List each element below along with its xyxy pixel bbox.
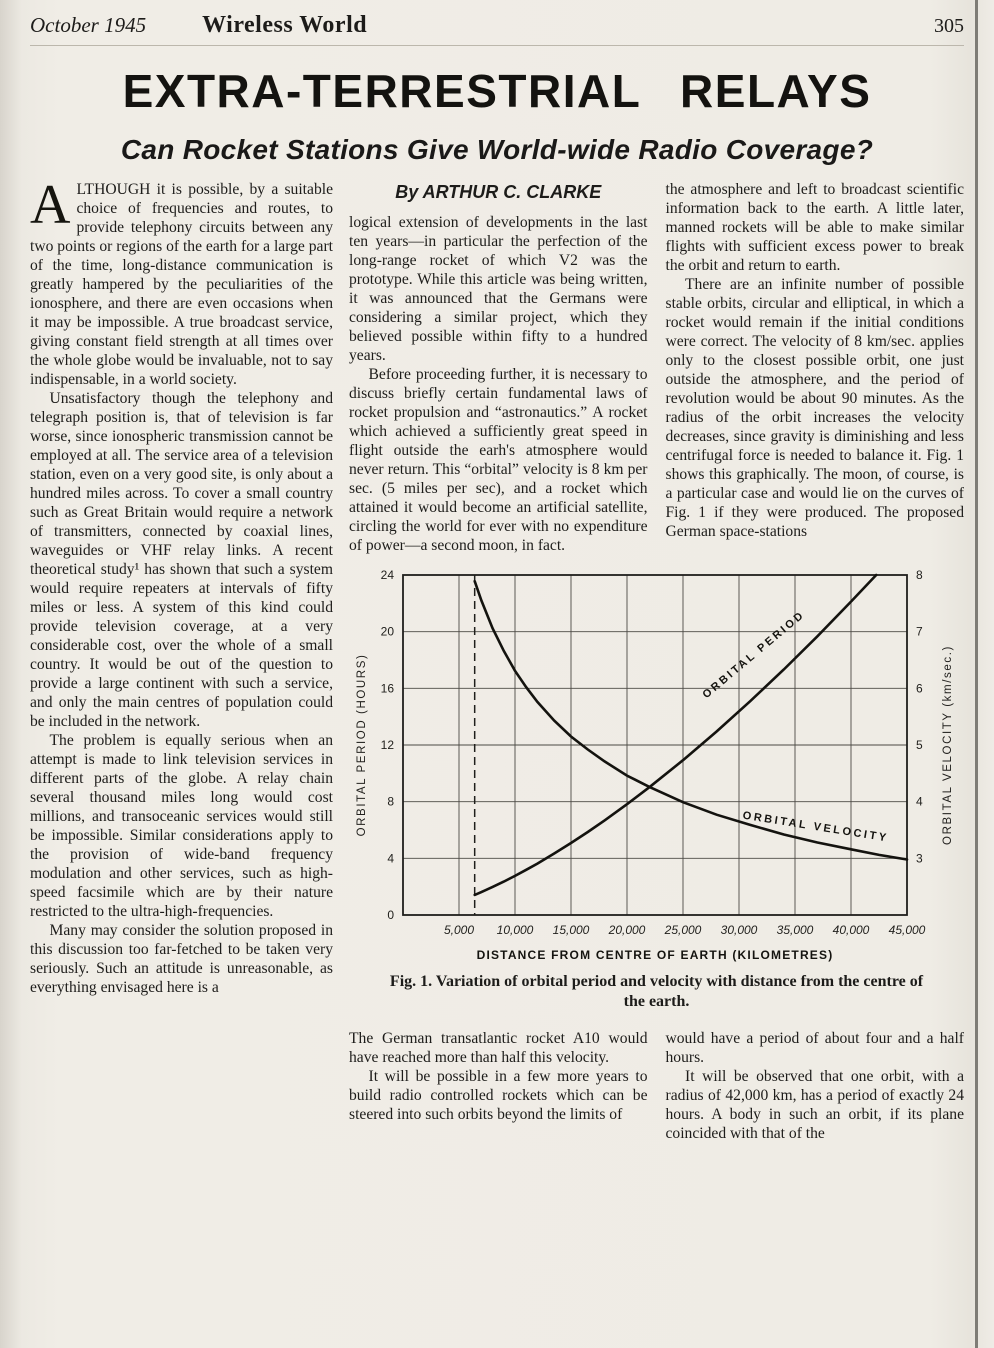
y-axis-left-title: ORBITAL PERIOD (HOURS): [355, 653, 368, 837]
y-left-tick-label: 24: [380, 568, 394, 582]
x-tick-label: 40,000: [832, 923, 869, 937]
article-title: EXTRA-TERRESTRIAL RELAYS: [122, 65, 872, 117]
x-tick-label: 25,000: [664, 923, 701, 937]
column-middle-top: [349, 180, 648, 555]
y-left-tick-label: 8: [386, 794, 394, 809]
x-tick-label: 10,000: [496, 923, 533, 937]
issue-date: October 1945: [30, 13, 147, 37]
y-left-tick-label: 16: [380, 681, 394, 696]
curve-label-orbital-velocity: ORBITAL VELOCITY: [741, 809, 889, 845]
article-subtitle: Can Rocket Stations Give World-wide Radio Coverage?: [120, 134, 874, 165]
magazine-title: Wireless World: [202, 12, 368, 38]
y-right-tick-label: 8: [915, 568, 923, 582]
lower-text-block: [349, 1029, 964, 1143]
columns-middle-right: [349, 180, 964, 1143]
paragraph: It will be possible in a few more years to build radio controlled rockets which can be steered into such orbits beyond the limits of: [349, 1067, 648, 1123]
masthead-rule: [30, 45, 964, 46]
y-left-tick-label: 12: [380, 738, 394, 752]
paragraph: The problem is equally serious when an attempt is made to link television services in different parts of the globe. A relay chain several thousand miles long would cost millions, and transoceanic services would still be impossible. Similar considerations apply to the provision of wide-band frequency modulation and other services, such as high-speed facsimile which are by their nature restricted to the ultra-high-frequencies.: [30, 732, 333, 920]
lead-paragraph-text: LTHOUGH it is possible, by a suitable choice of frequencies and routes, to provide telephony circuits between any two points or regions of the earth for a large part of the time, long-distance communication is greatly hampered by the peculiarities of the ionosphere, and there are even occasions when it may be impossible. A true broadcast service, giving constant field strength at all times over the whole globe would be invaluable, not to say indispensable, in a world society.: [30, 181, 333, 388]
paragraph: It will be observed that one orbit, with a radius of 42,000 km, has a period of exactly 24 hours. A body in such an orbit, if its plane coincided with that of the: [665, 1067, 964, 1142]
y-right-tick-label: 5: [915, 738, 923, 752]
y-left-tick-label: 0: [386, 908, 394, 922]
paragraph: the atmosphere and left to broadcast scientific information back to the earth. A little later, manned rockets will be able to make similar flights with sufficient excess power to break the orbit and return to earth.: [665, 181, 964, 274]
paragraph: The German transatlantic rocket A10 would have reached more than half this velocity.: [349, 1029, 648, 1066]
upper-text-block: [349, 180, 964, 555]
figure-caption: Fig. 1. Variation of orbital period and velocity with distance from the centre of the earth.: [389, 973, 924, 1011]
curve-orbital-period: [474, 575, 876, 895]
y-left-tick-label: 4: [386, 851, 394, 866]
masthead: [30, 12, 964, 39]
y-right-tick-label: 7: [915, 624, 923, 639]
x-tick-label: 30,000: [720, 923, 757, 937]
page-number: 305: [934, 15, 964, 37]
x-tick-label: 35,000: [776, 923, 813, 937]
x-axis-title: DISTANCE FROM CENTRE OF EARTH (KILOMETRES): [476, 948, 833, 962]
drop-cap: A: [30, 174, 71, 236]
paragraph: There are an infinite number of possible stable orbits, circular and elliptical, in which a rocket would remain if the initial conditions were correct. The velocity of 8 km/sec. applies only to the closest possible orbit, one just outside the atmosphere, and the period of revolution would be about 90 minutes. As the radius of the orbit increases the velocity decreases, since gravity is diminishing and less centrifugal force is needed to balance it. Fig. 1 shows this graphically. The moon, of course, is a particular case and would lie on the curves of Fig. 1 if they were produced. The proposed German space-stations: [665, 276, 964, 540]
column-right-bottom: [666, 1029, 965, 1143]
paragraph: would have a period of about four and a half hours.: [665, 1029, 964, 1066]
orbital-period-velocity-chart: [351, 563, 963, 965]
y-left-tick-label: 20: [380, 624, 394, 639]
column-right-top: [666, 180, 965, 555]
figure-1: [349, 563, 964, 1023]
paragraph: Before proceeding further, it is necessary to discuss briefly certain fundamental laws of rocket propulsion and “astronautics.” A rocket which achieved a sufficiently great speed in flight outside the earh's atmosphere would never return. This “orbital” velocity is 8 km per sec. (5 miles per sec), and a rocket which attained it would become an artificial satellite, circling the world for ever with no expenditure of power—a second moon, in fact.: [349, 366, 648, 554]
y-right-tick-label: 6: [915, 681, 923, 696]
paragraph: Unsatisfactory though the telephony and telegraph position is, that of television is far worse, since ionospheric transmission cannot be employed at all. The service area of a television station, even on a very good site, is only about a hundred miles across. To cover a small country such as Great Britain would require a network of transmitters, connected by coaxial lines, waveguides or VHF relay links. A recent theoretical study¹ has shown that such a system would require repeaters at intervals of fifty miles or less. A system of this kind could provide television coverage, at a very considerable cost, over the whole of a small country. It would be out of the question to provide a large continent with such a service, and only the main centres of population could be included in the network.: [30, 390, 333, 730]
y-axis-right-title: ORBITAL VELOCITY (km/sec.): [941, 645, 954, 845]
x-tick-label: 5,000: [443, 923, 474, 937]
byline: By ARTHUR C. CLARKE: [395, 182, 602, 202]
curve-orbital-velocity: [474, 581, 906, 859]
x-tick-label: 45,000: [888, 923, 925, 937]
article-body: [30, 174, 964, 1143]
column-middle-bottom: [349, 1029, 648, 1143]
y-right-tick-label: 4: [915, 794, 923, 809]
x-tick-label: 20,000: [608, 923, 645, 937]
y-right-tick-label: 3: [915, 851, 923, 866]
paragraph: Many may consider the solution proposed in this discussion too far-fetched to be taken very seriously. Such an attitude is unreasonable, as everything envisaged here is a: [30, 922, 333, 996]
x-tick-label: 15,000: [552, 923, 589, 937]
lead-paragraph: [30, 174, 333, 389]
curve-label-orbital-period: ORBITAL PERIOD: [699, 608, 807, 702]
paragraph: logical extension of developments in the last ten years—in particular the perfection of the long-range rocket of which V2 was the prototype. While this article was being written, it was announced that the Germans were considering a similar project, which they believed possible within fifty to a hundred years.: [349, 214, 648, 364]
column-left: [30, 174, 333, 1143]
